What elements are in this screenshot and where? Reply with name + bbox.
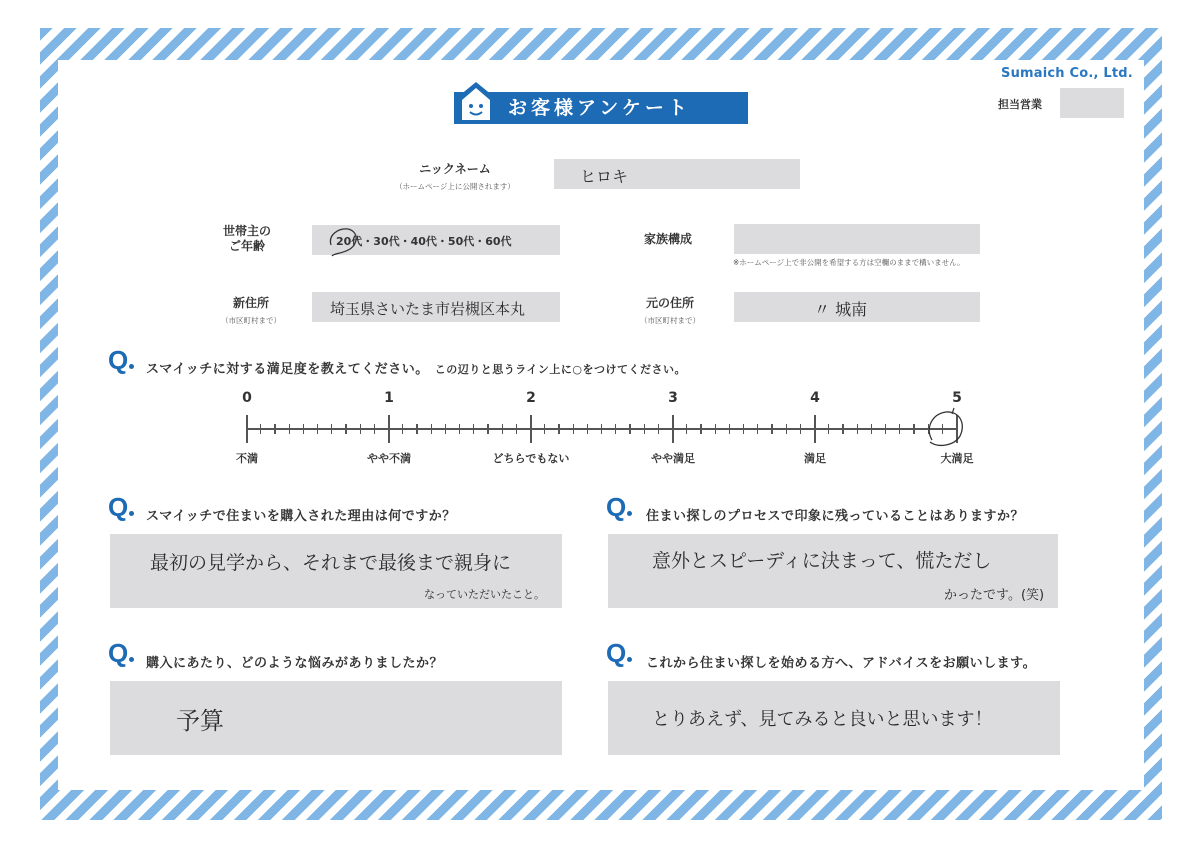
age-field <box>312 225 560 255</box>
scale-tick <box>544 424 545 434</box>
scale-tick <box>672 415 674 443</box>
scale-tick <box>502 424 503 434</box>
scale-tick <box>431 424 432 434</box>
scale-tick <box>857 424 858 434</box>
scale-number-3: 3 <box>668 390 678 406</box>
q-icon-advice: Q <box>606 638 632 669</box>
scale-tick <box>686 424 687 434</box>
scale-tick <box>828 424 829 434</box>
reason-answer-field <box>110 534 562 608</box>
scale-tick <box>345 424 346 434</box>
q-impression-text: 住まい探しのプロセスで印象に残っていることはありますか？ <box>646 509 1025 524</box>
scale-tick <box>558 424 559 434</box>
q-reason-text: スマイッチで住まいを購入された理由は何ですか？ <box>146 509 456 524</box>
scale-label-2: どちらでもない <box>492 452 570 465</box>
scale-tick <box>842 424 843 434</box>
scale-tick <box>487 424 488 434</box>
family-label: 家族構成 <box>643 232 692 246</box>
scale-number-1: 1 <box>384 390 394 406</box>
nickname-field <box>554 159 800 189</box>
scale-tick <box>459 424 460 434</box>
scale-number-0: 0 <box>242 390 252 406</box>
scale-tick <box>700 424 701 434</box>
impression-answer-line1: 意外とスピーディに決まって、慌ただし <box>652 550 992 572</box>
q-icon-satisfaction: Q <box>108 345 134 376</box>
q-icon-reason: Q <box>108 492 134 523</box>
scale-tick <box>530 415 532 443</box>
scale-tick <box>629 424 630 434</box>
scale-tick <box>516 424 517 434</box>
scale-tick <box>246 415 248 443</box>
scale-tick <box>615 424 616 434</box>
scale-tick <box>274 424 275 434</box>
scale-tick <box>743 424 744 434</box>
scale-tick <box>587 424 588 434</box>
family-note: ※ホームページ上で非公開を希望する方は空欄のままで構いません。 <box>733 258 965 267</box>
nickname-value: ヒロキ <box>580 167 629 186</box>
scale-number-5: 5 <box>952 390 962 406</box>
scale-tick <box>445 424 446 434</box>
company-name: Sumaich Co., Ltd. <box>1001 66 1133 81</box>
scale-tick <box>899 424 900 434</box>
q-advice-text: これから住まい探しを始める方へ、アドバイスをお願いします。 <box>646 656 1037 671</box>
scale-tick <box>388 415 390 443</box>
scale-tick <box>871 424 872 434</box>
worry-answer: 予算 <box>176 707 224 735</box>
scale-label-4: 満足 <box>804 452 826 465</box>
scale-label-3: やや満足 <box>651 452 695 465</box>
scale-number-4: 4 <box>810 390 820 406</box>
scale-tick <box>757 424 758 434</box>
scale-tick <box>289 424 290 434</box>
reason-answer-line1: 最初の見学から、それまで最後まで親身に <box>150 552 512 574</box>
age-circle-mark <box>326 225 362 259</box>
old-address-label: 元の住所 （市区町村まで） <box>640 296 700 325</box>
q-icon-worry: Q <box>108 638 134 669</box>
scale-label-5: 大満足 <box>940 452 974 465</box>
scale-tick <box>331 424 332 434</box>
new-address-label: 新住所 （市区町村まで） <box>221 296 281 325</box>
q-icon-impression: Q <box>606 492 632 523</box>
scale-label-1: やや不満 <box>367 452 411 465</box>
scale-number-2: 2 <box>526 390 536 406</box>
scale-tick <box>913 424 914 434</box>
scale-tick <box>573 424 574 434</box>
advice-answer-field <box>608 681 1060 755</box>
advice-answer: とりあえず、見てみると良いと思います！ <box>652 709 993 730</box>
scale-tick <box>658 424 659 434</box>
q-worry-text: 購入にあたり、どのような悩みがありましたか？ <box>146 656 444 671</box>
family-field <box>734 224 980 254</box>
scale-tick <box>260 424 261 434</box>
scale-tick <box>885 424 886 434</box>
scale-tick <box>729 424 730 434</box>
impression-answer-field <box>608 534 1058 608</box>
impression-answer-line2: かったです。(笑) <box>944 588 1045 603</box>
scale-tick <box>814 415 816 443</box>
nickname-label: ニックネーム （ホームページ上に公開されます） <box>395 162 515 191</box>
scale-tick <box>771 424 772 434</box>
scale-tick <box>303 424 304 434</box>
new-address-value: 埼玉県さいたま市岩槻区本丸 <box>330 300 526 318</box>
scale-tick <box>644 424 645 434</box>
scale-tick <box>402 424 403 434</box>
page-title: お客様アンケート <box>508 97 691 119</box>
scale-tick <box>317 424 318 434</box>
scale-label-0: 不満 <box>236 452 258 465</box>
old-address-field <box>734 292 980 322</box>
scale-tick <box>601 424 602 434</box>
scale-tick <box>360 424 361 434</box>
scale-tick <box>800 424 801 434</box>
scale-tick <box>473 424 474 434</box>
scale-tick <box>715 424 716 434</box>
age-options: 20代・30代・40代・50代・60代 <box>336 235 512 248</box>
scale-tick <box>374 424 375 434</box>
scale-tick <box>416 424 417 434</box>
old-address-value: 〃 城南 <box>814 300 868 319</box>
satisfaction-circle-mark <box>924 406 970 450</box>
new-address-field <box>312 292 560 322</box>
age-label: 世帯主の ご年齢 <box>222 224 271 253</box>
scale-tick <box>786 424 787 434</box>
reason-answer-line2: なっていただいたこと。 <box>424 588 545 601</box>
q-satisfaction-text: スマイッチに対する満足度を教えてください。 この辺りと思うライン上に○をつけてください。 <box>146 362 687 377</box>
staff-label: 担当営業 <box>998 98 1042 111</box>
staff-field <box>1060 88 1124 118</box>
worry-answer-field <box>110 681 562 755</box>
house-logo-icon <box>454 80 498 124</box>
